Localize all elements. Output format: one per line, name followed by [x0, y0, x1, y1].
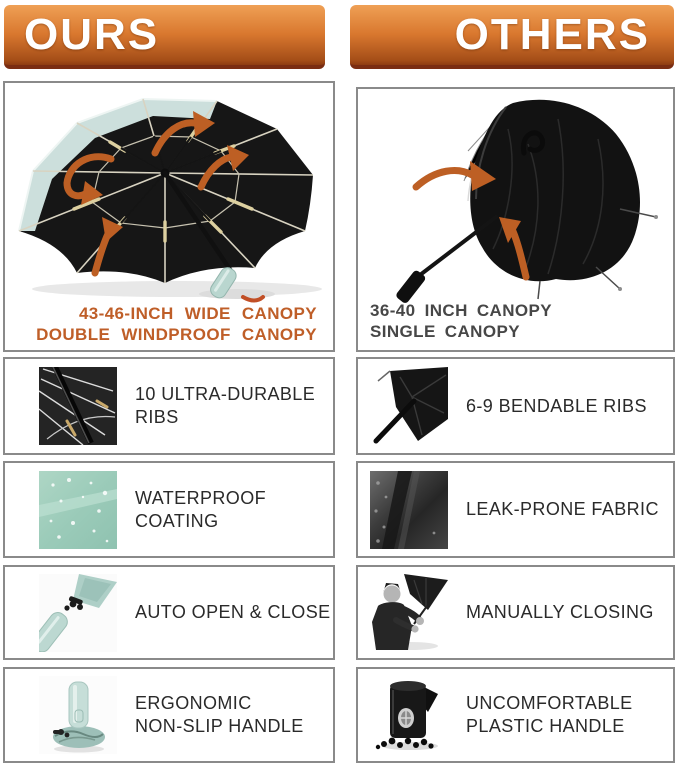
others-caption-line2: SINGLE CANOPY — [370, 322, 520, 341]
others-caption-line1: 36-40 INCH CANOPY — [370, 301, 553, 320]
ours-feature-row-waterproof — [3, 461, 335, 558]
manually-closing-photo — [370, 574, 448, 652]
ours-header — [4, 5, 325, 69]
inverted-umbrella-image — [358, 89, 673, 305]
ours-header-label: OURS — [24, 10, 160, 59]
umbrella-ribs-photo — [39, 367, 117, 445]
feature-label: 6-9 BENDABLE RIBS — [466, 395, 647, 416]
auto-open-close-photo — [39, 574, 117, 652]
others-header-label: OTHERS — [454, 10, 650, 59]
others-header — [350, 5, 674, 69]
ours-caption-line1: 43-46-INCH WIDE CANOPY — [78, 304, 317, 323]
feature-label: MANUALLY CLOSING — [466, 602, 654, 622]
others-caption — [370, 300, 552, 342]
feature-label: 10 ULTRA-DURABLE RIBS — [135, 384, 316, 427]
ours-feature-row-handle — [3, 667, 335, 763]
open-umbrella-image — [5, 83, 333, 305]
others-hero-panel — [356, 87, 675, 352]
feature-label: UNCOMFORTABLE PLASTIC HANDLE — [466, 693, 633, 736]
ergonomic-handle-photo — [39, 676, 117, 754]
ours-feature-row-ribs — [3, 357, 335, 455]
ours-caption-line2: DOUBLE WINDPROOF CANOPY — [36, 325, 317, 344]
bendable-ribs-photo — [370, 367, 448, 445]
others-feature-row-fabric — [356, 461, 675, 558]
plastic-handle-photo — [370, 676, 448, 754]
feature-label: AUTO OPEN & CLOSE — [135, 602, 331, 622]
ours-hero-panel — [3, 81, 335, 352]
others-feature-row-handle — [356, 667, 675, 763]
ours-caption — [36, 303, 317, 345]
others-feature-row-ribs — [356, 357, 675, 455]
feature-label: ERGONOMIC NON-SLIP HANDLE — [135, 693, 304, 736]
waterproof-coating-photo — [39, 471, 117, 549]
others-feature-row-closing — [356, 565, 675, 660]
ours-feature-row-auto — [3, 565, 335, 660]
feature-label: LEAK-PRONE FABRIC — [466, 499, 659, 519]
feature-label: WATERPROOF COATING — [135, 487, 266, 531]
leak-prone-fabric-photo — [370, 471, 448, 549]
